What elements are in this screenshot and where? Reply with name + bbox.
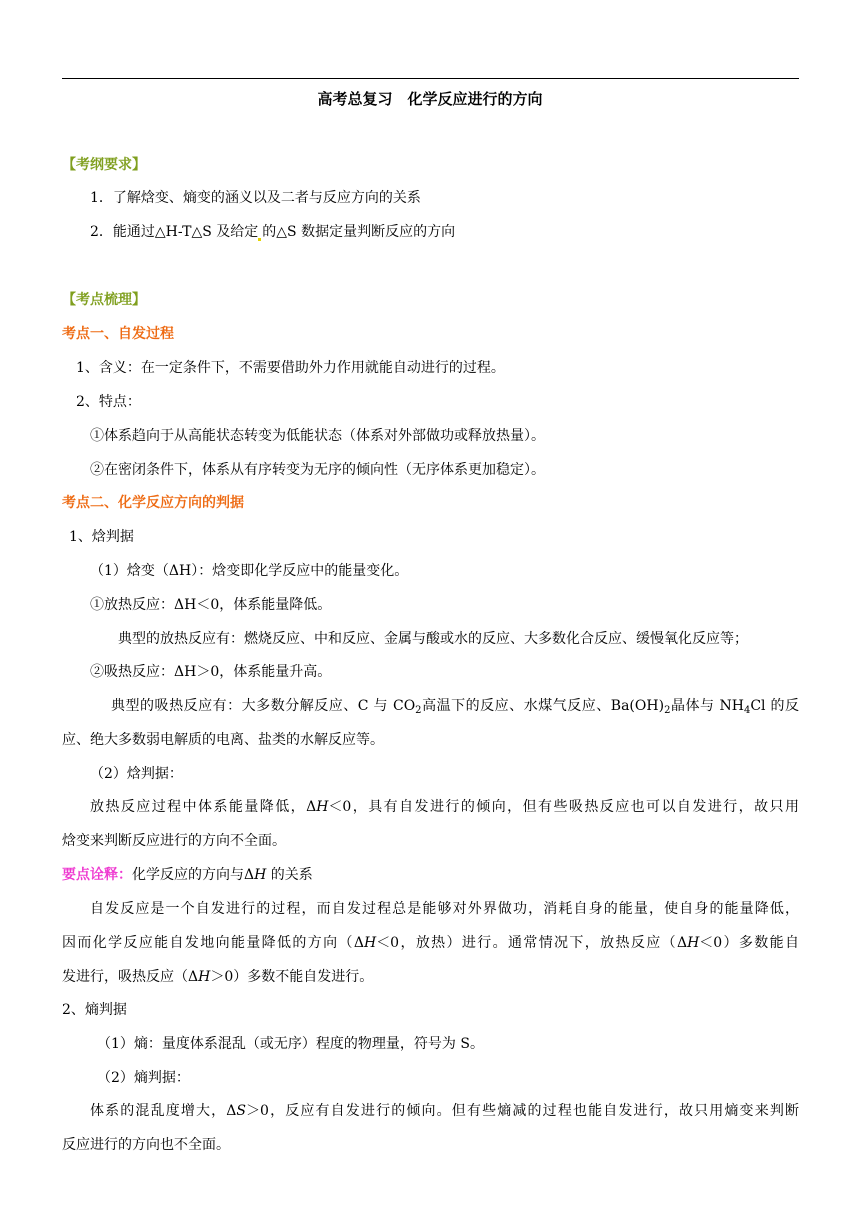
- key-point-line: 要点诠释：化学反应的方向与ΔH 的关系: [62, 867, 313, 883]
- paragraph: ②在密闭条件下，体系从有序转变为无序的倾向性（无序体系更加稳定）。: [90, 462, 545, 478]
- paragraph: 发进行，吸热反应（ΔH＞0）多数不能自发进行。: [62, 969, 374, 985]
- paragraph: 体系的混乱度增大，ΔS＞0，反应有自发进行的倾向。但有些熵减的过程也能自发进行，故只用熵变来判断: [90, 1103, 799, 1119]
- requirement-item-2: 2．能通过△H-T△S 及给定 的△S 数据定量判断反应的方向: [90, 224, 456, 240]
- paragraph: 2、特点：: [76, 394, 141, 410]
- page-title: 高考总复习 化学反应进行的方向: [317, 90, 543, 108]
- paragraph: （2）焓判据：: [90, 766, 183, 782]
- paragraph: 焓变来判断反应进行的方向不全面。: [62, 833, 286, 849]
- paragraph: 1、焓判据: [69, 529, 134, 545]
- mark-dot: [258, 238, 261, 241]
- header-rule: [62, 78, 799, 79]
- requirement-item-1: 1．了解焓变、熵变的涵义以及二者与反应方向的关系: [90, 190, 421, 206]
- paragraph: 反应进行的方向也不全面。: [62, 1137, 230, 1153]
- topic-heading-2: 考点二、化学反应方向的判据: [62, 495, 244, 511]
- paragraph: （1）熵：量度体系混乱（或无序）程度的物理量，符号为 S。: [97, 1036, 484, 1052]
- key-point-label: 要点诠释：: [62, 867, 132, 883]
- paragraph: 放热反应过程中体系能量降低，ΔH＜0，具有自发进行的倾向，但有些吸热反应也可以自发进行，故只用: [90, 799, 799, 815]
- paragraph: 1、含义：在一定条件下，不需要借助外力作用就能自动进行的过程。: [76, 360, 505, 376]
- topic-heading-1: 考点一、自发过程: [62, 326, 174, 342]
- section-heading-kgyq: 【考纲要求】: [62, 157, 146, 173]
- paragraph: 因而化学反应能自发地向能量降低的方向（ΔH＜0，放热）进行。通常情况下，放热反应（ΔH＜0）多数能自: [62, 935, 799, 951]
- paragraph: （2）熵判据：: [97, 1070, 190, 1086]
- paragraph: ②吸热反应：ΔH＞0，体系能量升高。: [90, 664, 332, 680]
- paragraph: ①体系趋向于从高能状态转变为低能状态（体系对外部做功或释放热量）。: [90, 428, 545, 444]
- paragraph: 自发反应是一个自发进行的过程，而自发过程总是能够对外界做功，消耗自身的能量，使自身的能量降低，: [90, 901, 799, 917]
- paragraph: 典型的放热反应有：燃烧反应、中和反应、金属与酸或水的反应、大多数化合反应、缓慢氧化反应等；: [118, 631, 748, 647]
- paragraph: 典型的吸热反应有：大多数分解反应、C 与 $CO_2$高温下的反应、水煤气反应、$Ba(OH)_2$晶体与 $NH_4Cl$ 的反: [111, 698, 800, 716]
- paragraph: （1）焓变（ΔH）：焓变即化学反应中的能量变化。: [90, 563, 409, 579]
- paragraph: 应、绝大多数弱电解质的电离、盐类的水解反应等。: [62, 732, 384, 748]
- section-heading-kdsl: 【考点梳理】: [62, 292, 146, 308]
- paragraph: ①放热反应：ΔH＜0，体系能量降低。: [90, 597, 332, 613]
- paragraph: 2、熵判据: [62, 1002, 127, 1018]
